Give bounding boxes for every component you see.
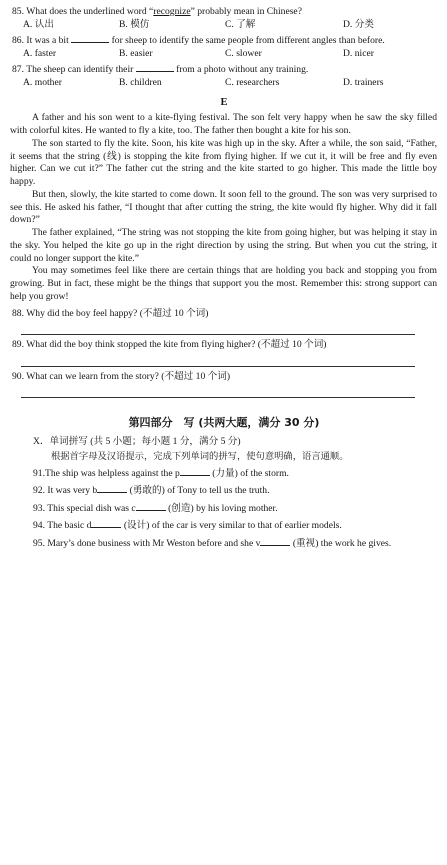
question-86-pre: 86. It was a bit	[12, 34, 69, 46]
spelling-pre: 95. Mary’s done business with Mr Weston before and she v	[33, 537, 261, 549]
spelling-item-94	[33, 519, 441, 532]
option-c: C. 了解	[225, 19, 256, 31]
section-x-title: X．单词拼写 (共 5 小题；每小题 1 分，满分 5 分)	[33, 436, 241, 448]
spelling-blank	[180, 467, 210, 476]
question-87-options	[23, 77, 441, 89]
answer-line	[21, 352, 415, 367]
spelling-blank	[136, 502, 166, 511]
answer-blank	[71, 34, 109, 43]
question-86-options	[23, 48, 441, 60]
spelling-blank	[91, 519, 121, 528]
spelling-item-91	[33, 467, 441, 480]
spelling-pre: 94. The basic d	[33, 520, 92, 532]
underlined-word: recognize	[153, 6, 191, 17]
spelling-post: (力量) of the storm.	[212, 467, 289, 479]
option-a: A. faster	[23, 48, 57, 60]
option-b: B. easier	[119, 48, 153, 60]
section-x-instruction: 根据首字母及汉语提示，完成下列单词的拼写，使句意明确，语言通顺。	[51, 451, 349, 462]
section-e-title: E	[220, 96, 228, 108]
spelling-item-92	[33, 484, 441, 497]
option-b: B. 模仿	[119, 19, 150, 31]
question-85	[12, 6, 441, 18]
question-88: 88. Why did the boy feel happy? (不超过 10 个词)	[12, 307, 209, 319]
passage-paragraph: The father explained, “The string was not stopping the kite from going higher, but was helping it stay in the sky. You helped the kite go up in the right direction by using the string. But when you cut the string, it could no longer support the kite.”	[10, 227, 437, 264]
option-d: D. nicer	[343, 48, 374, 60]
part-4-title-text: 第四部分 写 (共两大题，满分 30 分)	[128, 416, 320, 430]
question-87-post: from a photo without any training.	[176, 63, 309, 75]
option-c: C. slower	[225, 48, 262, 60]
option-d: D. 分类	[343, 19, 374, 31]
question-85-pre: 85. What does the underlined word “	[12, 6, 154, 17]
answer-line	[21, 320, 415, 335]
question-85-options	[23, 19, 441, 31]
option-a: A. 认出	[23, 19, 54, 31]
spelling-post: (重视) the work he gives.	[292, 537, 392, 549]
spelling-blank	[260, 537, 290, 546]
question-90: 90. What can we learn from the story? (不超过 10 个词)	[12, 370, 231, 382]
question-87	[12, 63, 441, 76]
question-86-post: for sheep to identify the same people from different angles than before.	[111, 34, 385, 46]
part-4-title	[7, 416, 441, 430]
passage-paragraph: The son started to fly the kite. Soon, his kite was high up in the sky. After a while, the son said, “Father, it seems that the string (线) is stopping the kite from flying higher. If we cut it, it will be free and fly even higher. Can we cut it?” The father cut the string and the kite started to go higher. This made the little boy happy.	[10, 137, 437, 188]
passage-paragraph: You may sometimes feel like there are certain things that are holding you back and stopping you from growing. But in fact, these might be the things that support you the most. Remember this: strong support can help you grow!	[10, 265, 437, 302]
spelling-item-93	[33, 502, 441, 515]
spelling-post: (创造) by his loving mother.	[168, 502, 278, 514]
spelling-pre: 91.The ship was helpless against the p	[33, 467, 180, 479]
answer-line	[21, 383, 415, 398]
option-d: D. trainers	[343, 77, 384, 89]
spelling-post: (勇敢的) of Tony to tell us the truth.	[129, 485, 270, 497]
option-c: C. researchers	[225, 77, 280, 89]
option-b: B. children	[119, 77, 162, 89]
question-89: 89. What did the boy think stopped the kite from flying higher? (不超过 10 个词)	[12, 339, 327, 351]
spelling-item-95	[33, 537, 441, 550]
answer-blank	[136, 63, 174, 72]
passage-paragraph: But then, slowly, the kite started to come down. It soon fell to the ground. The son was very surprised to see this. He asked his father, “I thought that after cutting the string, the kite would fly higher. Why did it fall down?”	[10, 188, 437, 226]
spelling-blank	[97, 484, 127, 493]
spelling-pre: 92. It was very b	[33, 485, 98, 497]
question-87-pre: 87. The sheep can identify their	[12, 63, 134, 75]
passage-paragraph: A father and his son went to a kite-flying festival. The son felt very happy when he saw the sky filled with colorful kites. He wanted to fly a kite, too. The father then bought a kite for his son.	[10, 112, 437, 137]
spelling-post: (设计) of the car is very similar to that of earlier models.	[123, 520, 342, 532]
question-86	[12, 34, 441, 47]
question-85-post: ” probably mean in Chinese?	[190, 6, 302, 17]
option-a: A. mother	[23, 77, 62, 89]
spelling-pre: 93. This special dish was c	[33, 502, 136, 514]
